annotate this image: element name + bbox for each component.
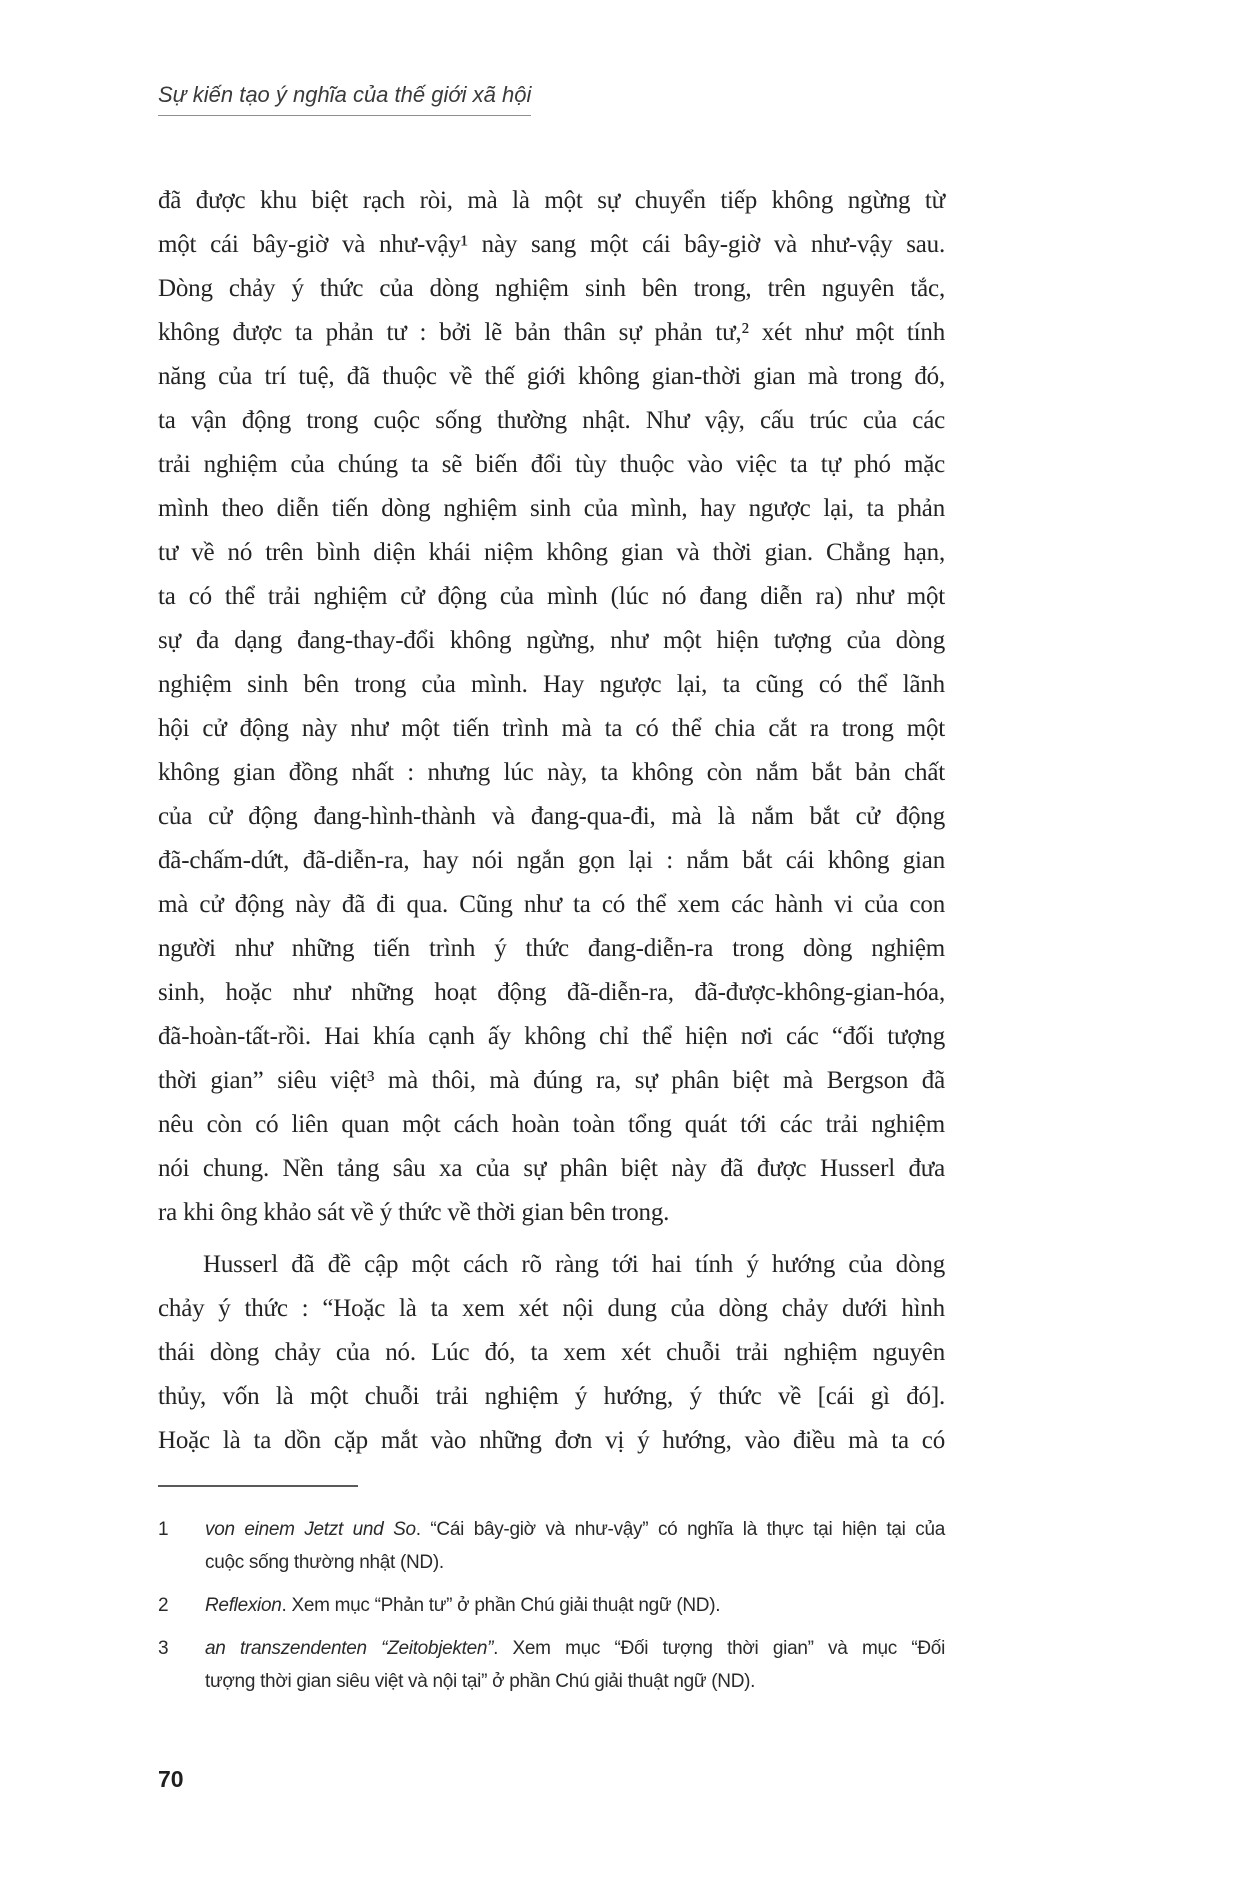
footnote-3 — [158, 1632, 945, 1698]
text-line: sinh, hoặc như những hoạt động đã-diễn-ra, đã-được-không-gian-hóa, — [158, 979, 945, 1006]
text-line: Husserl đã đề cập một cách rõ ràng tới hai tính ý hướng của dòng — [203, 1251, 945, 1278]
text-line: mà cử động này đã đi qua. Cũng như ta có thể xem các hành vi của con — [158, 891, 945, 918]
running-header-title: Sự kiến tạo ý nghĩa của thế giới xã hội — [158, 82, 531, 116]
text-line: ra khi ông khảo sát về ý thức về thời gian bên trong. — [158, 1199, 670, 1226]
footnote-2-number: 2 — [158, 1595, 169, 1616]
footnote-3-number: 3 — [158, 1638, 169, 1659]
text-line: nói chung. Nền tảng sâu xa của sự phân biệt này đã được Husserl đưa — [158, 1155, 945, 1182]
text-line: đã được khu biệt rạch ròi, mà là một sự chuyển tiếp không ngừng từ — [158, 187, 945, 214]
text-line: hội cử động này như một tiến trình mà ta có thể chia cắt ra trong một — [158, 715, 945, 742]
text-line: tư về nó trên bình diện khái niệm không gian và thời gian. Chẳng hạn, — [158, 539, 945, 566]
text-line: đã-hoàn-tất-rồi. Hai khía cạnh ấy không chỉ thể hiện nơi các “đối tượng — [158, 1023, 945, 1050]
text-line: Dòng chảy ý thức của dòng nghiệm sinh bên trong, trên nguyên tắc, — [158, 275, 945, 302]
text-line: chảy ý thức : “Hoặc là ta xem xét nội dung của dòng chảy dưới hình — [158, 1295, 945, 1322]
text-line: ta vận động trong cuộc sống thường nhật. Như vậy, cấu trúc của các — [158, 407, 945, 434]
text-line: Reflexion. Xem mục “Phản tư” ở phần Chú giải thuật ngữ (ND). — [205, 1595, 721, 1616]
body-text — [158, 179, 945, 1463]
footnote-separator-rule — [158, 1485, 358, 1487]
paragraph-2 — [158, 1243, 945, 1463]
text-line: tượng thời gian siêu việt và nội tại” ở phần Chú giải thuật ngữ (ND). — [205, 1671, 756, 1692]
text-line: cuộc sống thường nhật (ND). — [205, 1552, 444, 1573]
text-line: không gian đồng nhất : nhưng lúc này, ta không còn nắm bắt bản chất — [158, 759, 945, 786]
footnote-1-text — [205, 1513, 945, 1579]
footnote-1-number: 1 — [158, 1519, 169, 1540]
paragraph-1 — [158, 179, 945, 1235]
footnote-3-text — [205, 1632, 945, 1698]
text-line: nêu còn có liên quan một cách hoàn toàn tổng quát tới các trải nghiệm — [158, 1111, 945, 1138]
text-line: không được ta phản tư : bởi lẽ bản thân sự phản tư,² xét như một tính — [158, 319, 945, 346]
text-line: mình theo diễn tiến dòng nghiệm sinh của mình, hay ngược lại, ta phản — [158, 495, 945, 522]
text-line: trải nghiệm của chúng ta sẽ biến đổi tùy thuộc vào việc ta tự phó mặc — [158, 451, 945, 478]
footnote-2-text — [205, 1589, 945, 1622]
text-line: đã-chấm-dứt, đã-diễn-ra, hay nói ngắn gọn lại : nắm bắt cái không gian — [158, 847, 945, 874]
text-line: sự đa dạng đang-thay-đổi không ngừng, như một hiện tượng của dòng — [158, 627, 945, 654]
text-line: một cái bây-giờ và như-vậy¹ này sang một cái bây-giờ và như-vậy sau. — [158, 231, 945, 258]
text-line: von einem Jetzt und So. “Cái bây-giờ và như-vậy” có nghĩa là thực tại hiện tại của — [205, 1519, 945, 1540]
text-line: Hoặc là ta dồn cặp mắt vào những đơn vị ý hướng, vào điều mà ta có — [158, 1427, 945, 1454]
footnotes-block — [158, 1513, 945, 1708]
text-line: thủy, vốn là một chuỗi trải nghiệm ý hướng, ý thức về [cái gì đó]. — [158, 1383, 945, 1410]
text-line: nghiệm sinh bên trong của mình. Hay ngược lại, ta cũng có thể lãnh — [158, 671, 945, 698]
text-line: năng của trí tuệ, đã thuộc về thế giới không gian-thời gian mà trong đó, — [158, 363, 945, 390]
footnote-1 — [158, 1513, 945, 1579]
text-line: an transzendenten “Zeitobjekten”. Xem mục “Đối tượng thời gian” và mục “Đối — [205, 1638, 945, 1659]
page-number: 70 — [158, 1766, 184, 1792]
text-line: của cử động đang-hình-thành và đang-qua-đi, mà là nắm bắt cử động — [158, 803, 945, 830]
text-line: thái dòng chảy của nó. Lúc đó, ta xem xét chuỗi trải nghiệm nguyên — [158, 1339, 945, 1366]
text-line: ta có thể trải nghiệm cử động của mình (lúc nó đang diễn ra) như một — [158, 583, 945, 610]
running-header — [158, 82, 531, 116]
text-line: thời gian” siêu việt³ mà thôi, mà đúng ra, sự phân biệt mà Bergson đã — [158, 1067, 945, 1094]
text-line: người như những tiến trình ý thức đang-diễn-ra trong dòng nghiệm — [158, 935, 945, 962]
footnote-2 — [158, 1589, 945, 1622]
